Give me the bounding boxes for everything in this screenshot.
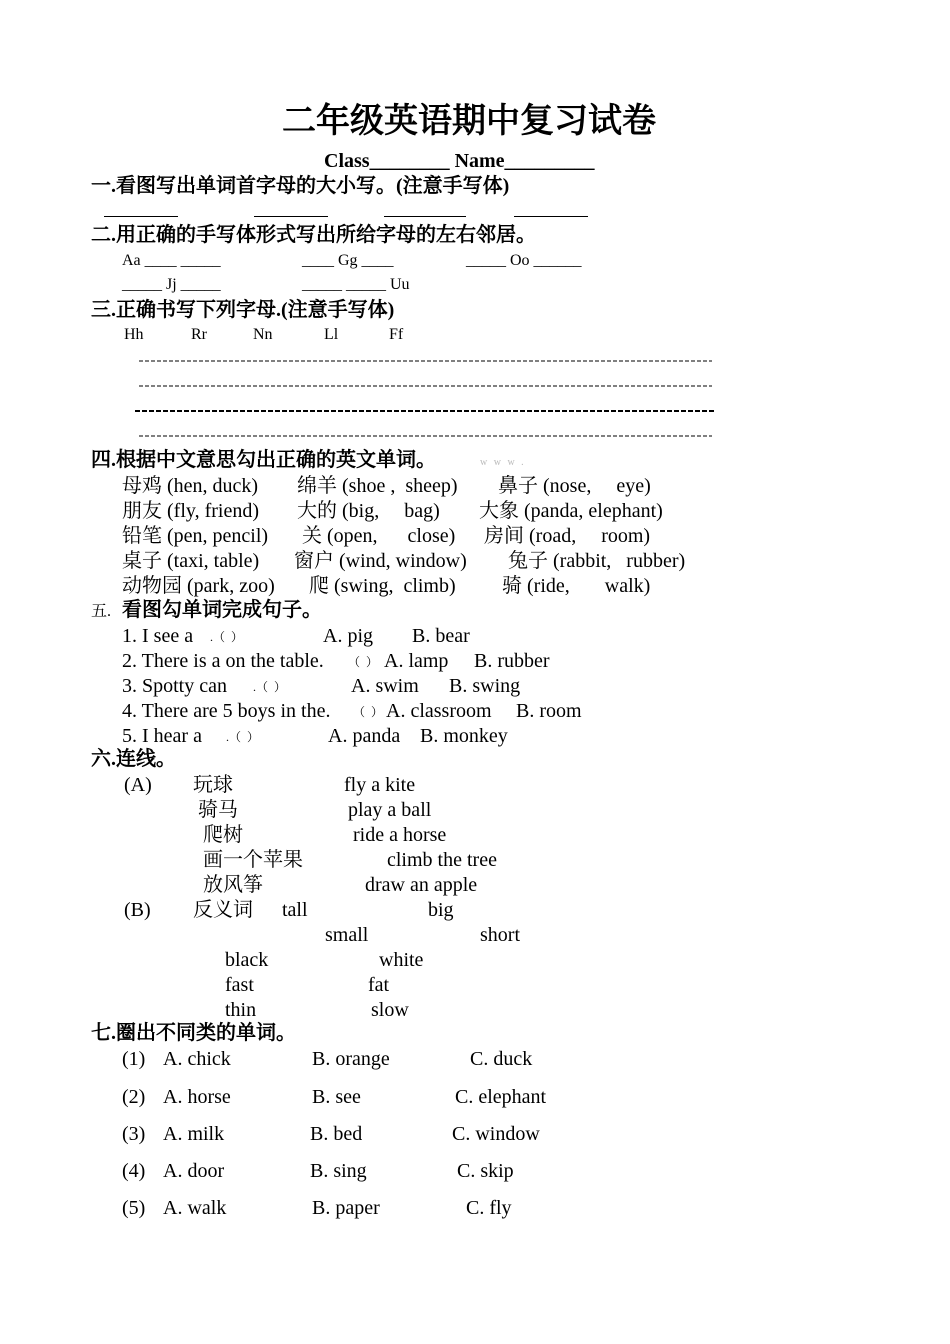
antonym-word[interactable]: tall xyxy=(282,899,308,921)
page-title: 二年级英语期中复习试卷 xyxy=(282,103,656,140)
match-left[interactable]: 画一个苹果 xyxy=(203,849,303,871)
option-b[interactable]: B. swing xyxy=(449,675,521,697)
letter-pair: Ll xyxy=(324,326,339,343)
letter-pair: Hh xyxy=(124,326,144,343)
antonym-word[interactable]: slow xyxy=(371,999,409,1021)
part-b-title: 反义词 xyxy=(193,899,253,921)
answer-blank[interactable] xyxy=(254,216,328,217)
section-3-heading: 三.正确书写下列字母.(注意手写体) xyxy=(91,299,395,321)
part-a-label: (A) xyxy=(124,774,152,796)
antonym-word[interactable]: white xyxy=(379,949,424,971)
option-a[interactable]: A. lamp xyxy=(384,650,449,672)
match-right[interactable]: climb the tree xyxy=(387,849,497,871)
option-a[interactable]: A. chick xyxy=(163,1048,231,1070)
option-c[interactable]: C. fly xyxy=(466,1197,512,1219)
answer-bracket[interactable]: .（ ） xyxy=(226,730,260,744)
word-choice[interactable]: 房间 (road, room) xyxy=(484,525,651,547)
section-6-heading: 六.连线。 xyxy=(91,748,176,770)
neighbor-item: _____ Jj _____ xyxy=(122,276,221,293)
option-b[interactable]: B. rubber xyxy=(474,650,550,672)
antonym-word[interactable]: fast xyxy=(225,974,254,996)
antonym-word[interactable]: big xyxy=(428,899,454,921)
sentence-text: 1. I see a xyxy=(122,625,194,647)
section-5-heading: 看图勾单词完成句子。 xyxy=(122,599,322,621)
match-right[interactable]: ride a horse xyxy=(353,824,447,846)
watermark: w w w . xyxy=(480,457,526,468)
answer-bracket[interactable]: （ ） xyxy=(353,705,384,719)
section-5-number: 五. xyxy=(91,603,112,620)
match-right[interactable]: play a ball xyxy=(348,799,432,821)
antonym-word[interactable]: short xyxy=(480,924,520,946)
option-b[interactable]: B. paper xyxy=(312,1197,380,1219)
option-b[interactable]: B. see xyxy=(312,1086,361,1108)
class-name-line: Class________ Name_________ xyxy=(324,150,595,172)
option-b[interactable]: B. sing xyxy=(310,1160,367,1182)
answer-bracket[interactable]: （ ） xyxy=(348,655,379,669)
option-c[interactable]: C. skip xyxy=(457,1160,514,1182)
letter-pair: Nn xyxy=(253,326,273,343)
match-right[interactable]: draw an apple xyxy=(365,874,478,896)
option-a[interactable]: A. pig xyxy=(323,625,373,647)
letter-pair: Rr xyxy=(191,326,207,343)
answer-bracket[interactable]: .（ ） xyxy=(253,680,287,694)
item-number: (1) xyxy=(122,1048,146,1070)
handwriting-lines xyxy=(0,350,950,450)
word-choice[interactable]: 铅笔 (pen, pencil) xyxy=(122,525,269,547)
word-choice[interactable]: 桌子 (taxi, table) xyxy=(122,550,260,572)
word-choice[interactable]: 兔子 (rabbit, rubber) xyxy=(508,550,686,572)
antonym-word[interactable]: small xyxy=(325,924,369,946)
option-b[interactable]: B. bed xyxy=(310,1123,363,1145)
option-b[interactable]: B. room xyxy=(516,700,582,722)
option-b[interactable]: B. monkey xyxy=(420,725,508,747)
option-b[interactable]: B. bear xyxy=(412,625,470,647)
antonym-word[interactable]: black xyxy=(225,949,269,971)
word-choice[interactable]: 朋友 (fly, friend) xyxy=(122,500,259,522)
word-choice[interactable]: 大的 (big, bag) xyxy=(297,500,440,522)
neighbor-item: _____ Oo ______ xyxy=(466,252,582,269)
option-c[interactable]: C. elephant xyxy=(455,1086,547,1108)
word-choice[interactable]: 爬 (swing, climb) xyxy=(309,575,456,597)
sentence-text: 5. I hear a xyxy=(122,725,202,747)
neighbor-item: Aa ____ _____ xyxy=(122,252,221,269)
match-left[interactable]: 爬树 xyxy=(203,824,243,846)
answer-blank[interactable] xyxy=(384,216,466,217)
part-b-label: (B) xyxy=(124,899,151,921)
match-right[interactable]: fly a kite xyxy=(344,774,416,796)
option-c[interactable]: C. duck xyxy=(470,1048,533,1070)
sentence-text: 4. There are 5 boys in the. xyxy=(122,700,331,722)
option-a[interactable]: A. swim xyxy=(351,675,419,697)
match-left[interactable]: 骑马 xyxy=(198,799,238,821)
option-a[interactable]: A. milk xyxy=(163,1123,225,1145)
word-choice[interactable]: 母鸡 (hen, duck) xyxy=(122,475,259,497)
option-a[interactable]: A. door xyxy=(163,1160,225,1182)
antonym-word[interactable]: fat xyxy=(368,974,390,996)
sentence-text: 2. There is a on the table. xyxy=(122,650,324,672)
option-a[interactable]: A. classroom xyxy=(386,700,492,722)
item-number: (2) xyxy=(122,1086,146,1108)
option-a[interactable]: A. horse xyxy=(163,1086,231,1108)
item-number: (3) xyxy=(122,1123,146,1145)
option-b[interactable]: B. orange xyxy=(312,1048,390,1070)
word-choice[interactable]: 动物园 (park, zoo) xyxy=(122,575,275,597)
section-1-heading: 一.看图写出单词首字母的大小写。(注意手写体) xyxy=(91,175,510,197)
neighbor-item: _____ _____ Uu xyxy=(302,276,410,293)
antonym-word[interactable]: thin xyxy=(225,999,257,1021)
answer-bracket[interactable]: .（ ） xyxy=(210,630,244,644)
item-number: (4) xyxy=(122,1160,146,1182)
item-number: (5) xyxy=(122,1197,146,1219)
answer-blank[interactable] xyxy=(514,216,588,217)
section-4-heading: 四.根据中文意思勾出正确的英文单词。 xyxy=(91,449,436,471)
letter-pair: Ff xyxy=(389,326,404,343)
word-choice[interactable]: 鼻子 (nose, eye) xyxy=(498,475,651,497)
section-2-heading: 二.用正确的手写体形式写出所给字母的左右邻居。 xyxy=(91,224,536,246)
match-left[interactable]: 放风筝 xyxy=(203,874,263,896)
sentence-text: 3. Spotty can xyxy=(122,675,227,697)
match-left[interactable]: 玩球 xyxy=(193,774,233,796)
option-a[interactable]: A. panda xyxy=(328,725,401,747)
answer-blank[interactable] xyxy=(104,216,178,217)
option-c[interactable]: C. window xyxy=(452,1123,540,1145)
word-choice[interactable]: 骑 (ride, walk) xyxy=(502,575,651,597)
word-choice[interactable]: 绵羊 (shoe , sheep) xyxy=(297,475,458,497)
option-a[interactable]: A. walk xyxy=(163,1197,227,1219)
word-choice[interactable]: 关 (open, close) xyxy=(302,525,456,547)
section-7-heading: 七.圈出不同类的单词。 xyxy=(91,1022,296,1044)
word-choice[interactable]: 大象 (panda, elephant) xyxy=(479,500,663,522)
word-choice[interactable]: 窗户 (wind, window) xyxy=(294,550,467,572)
neighbor-item: ____ Gg ____ xyxy=(302,252,394,269)
